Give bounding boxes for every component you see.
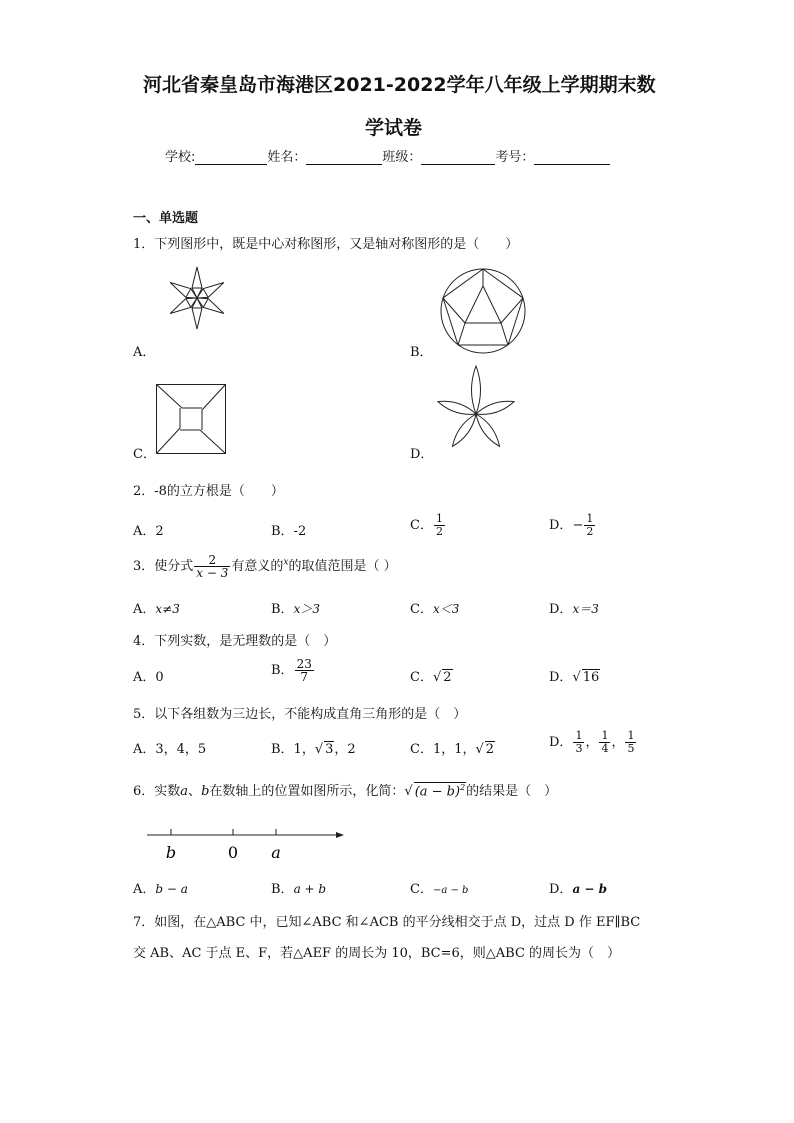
label: D． xyxy=(549,602,573,617)
denominator: 2 xyxy=(586,525,594,538)
fraction xyxy=(625,730,636,755)
q6-option-a[interactable] xyxy=(133,878,188,897)
q2-option-b[interactable]: B．-2 xyxy=(271,524,307,539)
label: C． xyxy=(410,670,433,685)
minus-sign: − xyxy=(572,518,584,533)
q4-b-fraction xyxy=(295,658,314,683)
label: A． xyxy=(133,882,156,897)
name-label: 姓名： xyxy=(267,150,307,165)
q3-fraction xyxy=(194,554,230,579)
denominator: 4 xyxy=(601,742,609,755)
q6-text xyxy=(133,780,557,799)
label: C． xyxy=(410,882,433,897)
label: C． xyxy=(410,602,433,617)
q3-variable: x xyxy=(283,557,289,568)
var-b: b xyxy=(201,784,210,799)
q3-suffix: 的取值范围是（ ） xyxy=(288,559,397,574)
q3-prefix: 3．使分式 xyxy=(133,559,194,574)
radicand xyxy=(414,782,466,799)
radicand: 2 xyxy=(443,670,452,685)
q4-option-d[interactable] xyxy=(549,666,600,685)
q1-figure-a xyxy=(160,267,236,353)
numerator: 1 xyxy=(586,512,594,525)
q3-middle: 有意义的 xyxy=(231,559,284,574)
label: D． xyxy=(549,735,573,750)
value: x＜3 xyxy=(432,602,460,616)
q3-option-a[interactable] xyxy=(133,598,180,617)
label-0: 0 xyxy=(227,843,239,862)
q6-option-c[interactable] xyxy=(410,878,468,897)
school-blank[interactable] xyxy=(195,150,267,165)
title-line-2: 学试卷 xyxy=(365,117,423,139)
q3-option-d[interactable] xyxy=(549,598,599,617)
q1-figure-d xyxy=(436,366,516,456)
label: A． xyxy=(133,602,156,617)
value: a + b xyxy=(293,882,327,896)
title-line-1: 河北省秦皇岛市海港区2021-2022学年八年级上学期期末数 xyxy=(143,74,656,96)
numerator: 1 xyxy=(627,729,635,742)
class-label: 班级： xyxy=(382,150,422,165)
q2-option-d[interactable] xyxy=(549,513,596,538)
class-blank[interactable] xyxy=(421,150,495,165)
tail: ，2 xyxy=(334,742,356,757)
label-b: b xyxy=(165,843,177,862)
label: B． xyxy=(271,663,294,678)
denominator: x − 3 xyxy=(196,566,229,580)
q1-option-c[interactable]: C． xyxy=(133,447,156,462)
denominator: 7 xyxy=(300,670,309,684)
radicand: 2 xyxy=(485,742,495,757)
fraction xyxy=(573,730,584,755)
label-a: a xyxy=(271,843,281,862)
sqrt-icon: √ xyxy=(314,742,324,757)
q1-text: 1．下列图形中，既是中心对称图形，又是轴对称图形的是（ ） xyxy=(133,237,519,252)
value: b − a xyxy=(155,882,188,896)
number-line xyxy=(145,826,347,866)
arrow-icon xyxy=(336,832,344,838)
q3-text xyxy=(133,554,397,579)
radicand: 3 xyxy=(325,742,334,757)
q4-text: 4．下列实数，是无理数的是（ ） xyxy=(133,634,337,649)
q2-d-fraction xyxy=(584,513,595,538)
denominator: 5 xyxy=(627,742,635,755)
q6-suffix: 的结果是（ ） xyxy=(466,784,558,799)
q2-option-a[interactable]: A．2 xyxy=(133,524,164,539)
label: B． xyxy=(271,602,294,617)
value: −a − b xyxy=(432,885,469,896)
exam-no-label: 考号： xyxy=(495,150,535,165)
q1-figure-b xyxy=(440,268,526,354)
sqrt-icon: √ xyxy=(432,670,442,685)
q5-option-c[interactable] xyxy=(410,738,495,757)
q4-option-a[interactable]: A．0 xyxy=(133,670,164,685)
value: x＞3 xyxy=(293,602,320,616)
q2-option-c[interactable] xyxy=(410,513,446,538)
sqrt-icon: √ xyxy=(404,784,413,799)
exponent: 2 xyxy=(460,782,466,792)
numerator: 1 xyxy=(601,729,609,742)
section-title: 一、单选题 xyxy=(133,211,199,226)
q1-figure-c xyxy=(156,384,226,454)
q5-text: 5．以下各组数为三边长，不能构成直角三角形的是（ ） xyxy=(133,707,467,722)
expression: (a − b) xyxy=(414,784,461,799)
denominator: 3 xyxy=(575,742,583,755)
q1-option-a[interactable]: A． xyxy=(133,345,156,360)
q6-prefix: 6．实数 xyxy=(133,784,181,799)
numerator: 1 xyxy=(575,729,583,742)
radicand: 16 xyxy=(582,670,600,685)
value: a − b xyxy=(572,882,608,896)
exam-no-blank[interactable] xyxy=(534,150,610,165)
label: B．1， xyxy=(271,742,315,757)
q5-option-d[interactable]: D． $\frac{1}{3}$ ， $\frac{1}{4}$ ， $\frac{1}{5}$ xyxy=(549,729,635,755)
value: x≠3 xyxy=(155,602,180,616)
school-label: 学校: xyxy=(165,150,196,165)
label: D． xyxy=(549,882,573,897)
numerator: 23 xyxy=(296,657,312,671)
q3-option-b[interactable] xyxy=(271,598,320,617)
q6-option-b[interactable] xyxy=(271,878,326,897)
q1-option-b[interactable]: B． xyxy=(410,345,433,360)
q6-middle: 在数轴上的位置如图所示，化简： xyxy=(209,784,405,799)
q5-option-a[interactable]: A．3，4，5 xyxy=(133,742,207,757)
sqrt-icon: √ xyxy=(475,742,484,757)
q5-option-b[interactable] xyxy=(271,738,356,757)
fraction xyxy=(599,730,610,755)
separator: 、 xyxy=(188,784,202,799)
name-blank[interactable] xyxy=(306,150,382,165)
q7-line-1: 7．如图，在△ABC 中，已知∠ABC 和∠ACB 的平分线相交于点 D，过点 D 作 EF∥BC xyxy=(133,915,641,930)
q2-option-c-label: C． xyxy=(410,518,433,533)
q2-option-d-label: D． xyxy=(549,518,573,533)
sqrt-icon: √ xyxy=(572,670,581,685)
q6-option-d[interactable] xyxy=(549,878,607,897)
q2-text: 2．-8的立方根是（ ） xyxy=(133,484,284,499)
q7-line-2: 交 AB、AC 于点 E、F，若△AEF 的周长为 10，BC=6，则△ABC 的周长为（ ） xyxy=(133,946,621,961)
numerator: 1 xyxy=(435,512,443,525)
q3-option-c[interactable] xyxy=(410,598,459,617)
q4-option-c[interactable] xyxy=(410,666,453,685)
q1-option-d[interactable]: D． xyxy=(410,447,434,462)
label: D． xyxy=(549,670,573,685)
value: x＝3 xyxy=(572,602,599,616)
q4-option-b[interactable] xyxy=(271,658,315,683)
label: B． xyxy=(271,882,294,897)
label: C．1，1， xyxy=(410,742,476,757)
q2-c-fraction xyxy=(434,513,445,538)
var-a: a xyxy=(180,784,189,799)
denominator: 2 xyxy=(435,525,443,538)
info-fields xyxy=(165,146,610,165)
numerator: 2 xyxy=(194,554,230,567)
